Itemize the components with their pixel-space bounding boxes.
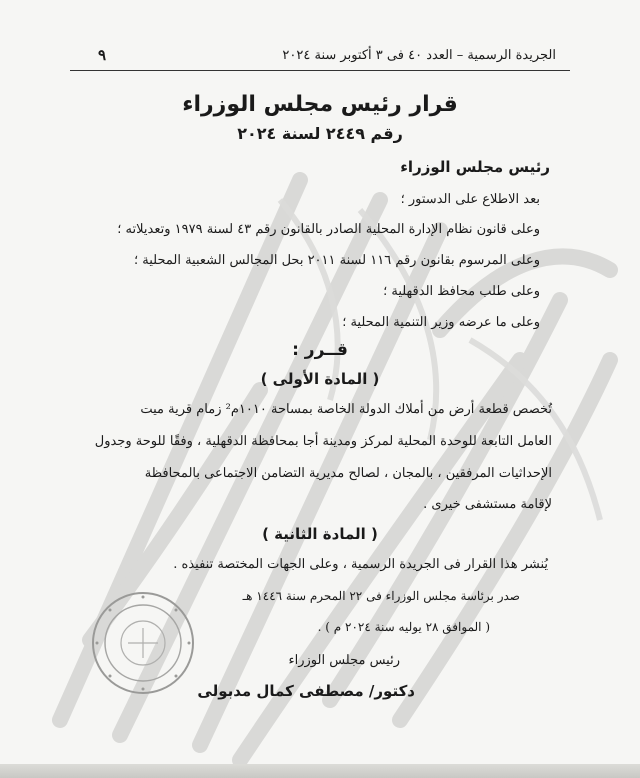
article-1-line: لإقامة مستشفى خيرى . [423, 497, 552, 512]
article-2-heading: ( المادة الثانية ) [262, 525, 378, 543]
gazette-header [70, 42, 570, 71]
issued-date-hijri: صدر برئاسة مجلس الوزراء فى ٢٢ المحرم سنة ١٤٤٦ هـ [242, 589, 520, 603]
signer-title: رئيس مجلس الوزراء [288, 653, 400, 668]
issued-date-gregorian: ( الموافق ٢٨ يوليه سنة ٢٠٢٤ م ) . [317, 620, 490, 634]
decree-title: قرار رئيس مجلس الوزراء [182, 92, 458, 117]
official-seal-stamp [88, 588, 198, 698]
preamble-line: بعد الاطلاع على الدستور ؛ [400, 192, 540, 207]
decree-number: رقم ٢٤٤٩ لسنة ٢٠٢٤ [237, 124, 403, 143]
article-1-heading: ( المادة الأولى ) [260, 370, 380, 388]
article-1-line: العامل التابعة للوحدة المحلية لمركز ومدينة أجا بمحافظة الدقهلية ، وفقًا للوحة وجدول [94, 434, 552, 449]
preamble-line: وعلى طلب محافظ الدقهلية ؛ [383, 284, 540, 299]
page-number: ٩ [98, 46, 107, 64]
signer-name: دكتور/ مصطفى كمال مدبولى [197, 682, 415, 700]
decided-label: قــرر : [292, 340, 348, 360]
preamble-line: وعلى المرسوم بقانون رقم ١١٦ لسنة ٢٠١١ بحل المجالس الشعبية المحلية ؛ [134, 253, 540, 268]
issuer-heading: رئيس مجلس الوزراء [400, 158, 550, 176]
article-1-line: الإحداثيات المرفقين ، بالمجان ، لصالح مديرية التضامن الاجتماعى بالمحافظة [144, 466, 552, 481]
article-2-line: يُنشر هذا القرار فى الجريدة الرسمية ، وعلى الجهات المختصة تنفيذه . [173, 557, 548, 572]
scan-bottom-edge [0, 764, 640, 778]
article-1-line: تُخصص قطعة أرض من أملاك الدولة الخاصة بمساحة ١٠١٠م² زمام قرية ميت [140, 402, 552, 417]
preamble-line: وعلى قانون نظام الإدارة المحلية الصادر بالقانون رقم ٤٣ لسنة ١٩٧٩ وتعديلاته ؛ [117, 222, 540, 237]
preamble-line: وعلى ما عرضه وزير التنمية المحلية ؛ [342, 315, 540, 330]
header-text: الجريدة الرسمية – العدد ٤٠ فى ٣ أكتوبر سنة ٢٠٢٤ [282, 48, 556, 63]
